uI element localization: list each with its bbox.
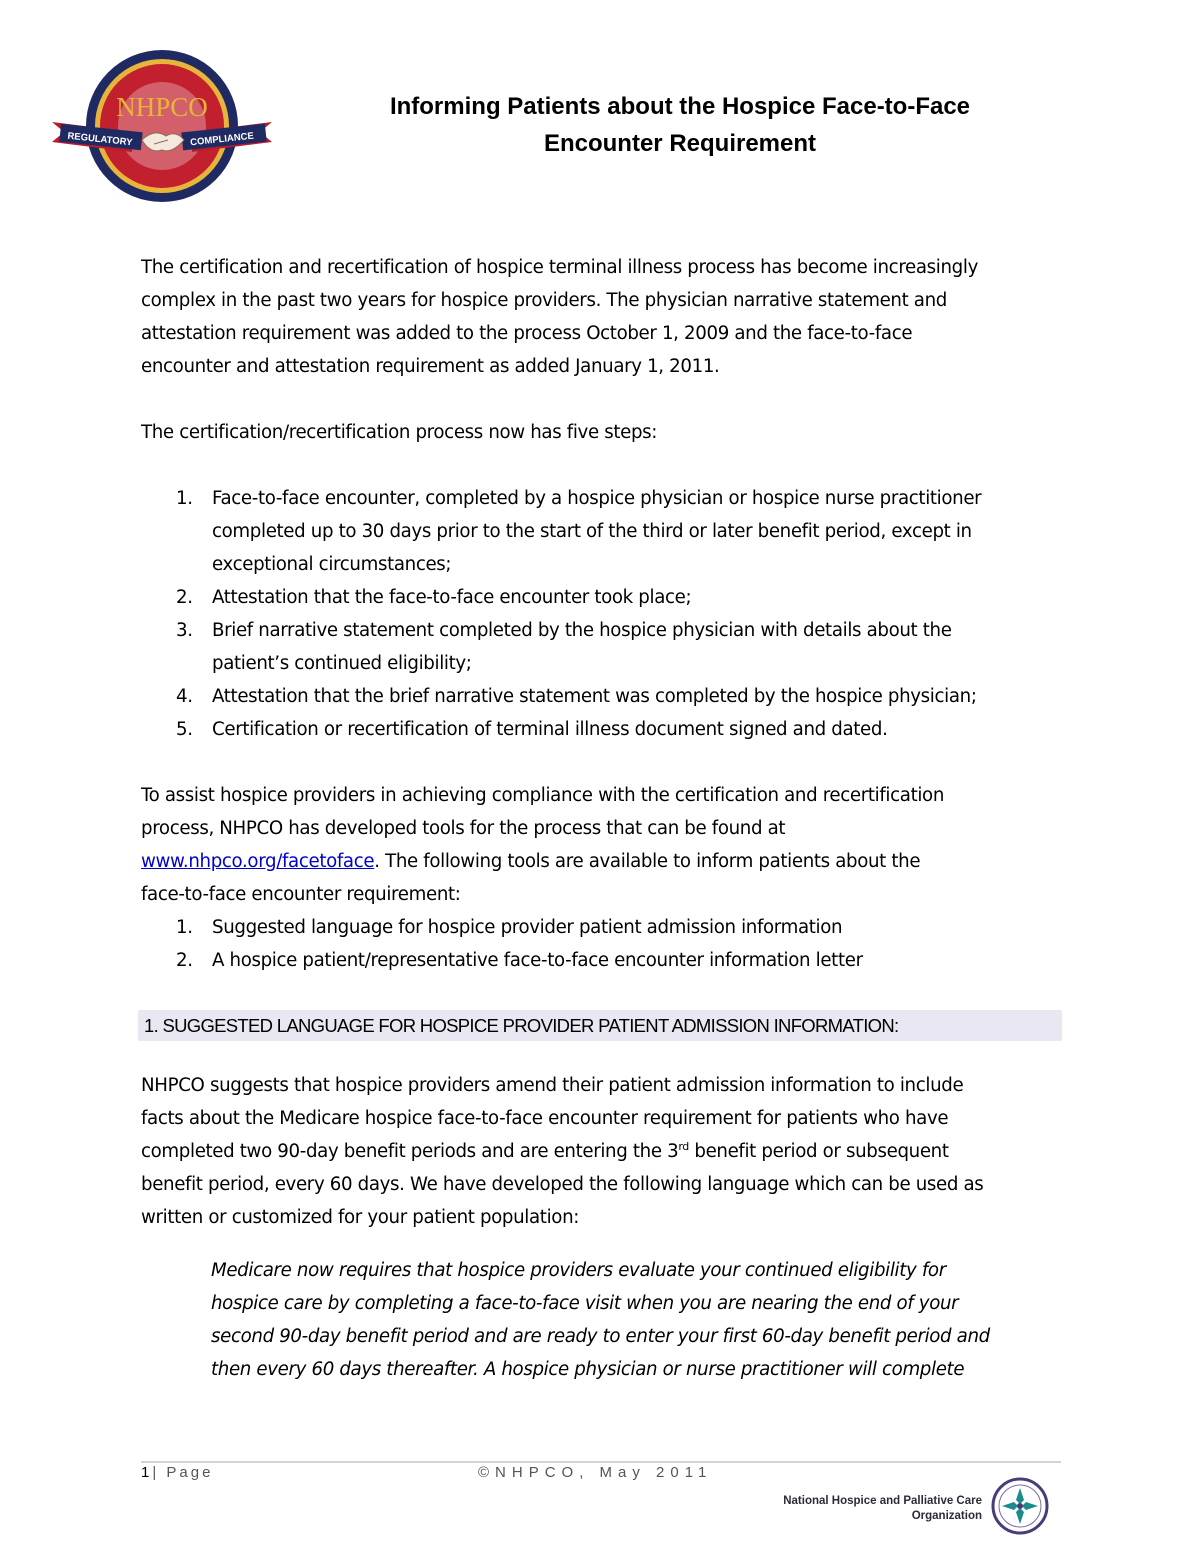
title-line-1: Informing Patients about the Hospice Face-to-Face <box>389 93 971 120</box>
step-number: 4. <box>176 686 193 707</box>
intro-line: The certification and recertification of hospice terminal illness process has become increasingly <box>141 257 978 278</box>
suggest-line: written or customized for your patient population: <box>141 1207 580 1228</box>
nhpco-organization-logo <box>990 1476 1050 1536</box>
logo-left-banner: REGULATORY <box>66 130 133 149</box>
facetoface-link[interactable]: www.nhpco.org/facetoface <box>141 851 375 872</box>
suggest-line: facts about the Medicare hospice face-to-face encounter requirement for patients who have <box>141 1108 949 1129</box>
quote-line: hospice care by completing a face-to-face visit when you are nearing the end of your <box>211 1293 959 1314</box>
intro-paragraph <box>141 251 1076 383</box>
suggested-language-quote <box>211 1254 1076 1386</box>
step-number: 2. <box>176 587 193 608</box>
assist-line: face-to-face encounter requirement: <box>141 884 461 905</box>
step-text: Brief narrative statement completed by the hospice physician with details about the <box>212 620 952 641</box>
footer-page-number <box>141 1464 213 1481</box>
assist-line: process, NHPCO has developed tools for the process that can be found at <box>141 818 786 839</box>
logo-right-banner: COMPLIANCE <box>189 130 255 149</box>
tool-item <box>141 944 1076 977</box>
footer-organization-name <box>760 1494 982 1524</box>
step-number: 5. <box>176 719 193 740</box>
logo-top-text: NHPCO <box>116 92 208 122</box>
suggest-paragraph <box>141 1069 1076 1234</box>
step-item <box>141 680 1076 713</box>
step-text: patient’s continued eligibility; <box>212 653 472 674</box>
suggest-line: completed two 90-day benefit periods and are entering the 3 <box>141 1141 679 1162</box>
tool-item <box>141 911 1076 944</box>
step-number: 1. <box>176 488 193 509</box>
assist-paragraph <box>141 779 1076 911</box>
suggest-line: NHPCO suggests that hospice providers amend their patient admission information to include <box>141 1075 964 1096</box>
step-number: 3. <box>176 620 193 641</box>
page-label: | Page <box>152 1464 214 1481</box>
nhpco-regulatory-compliance-logo <box>50 44 278 208</box>
suggest-line: benefit period, every 60 days. We have developed the following language which can be used as <box>141 1174 984 1195</box>
step-text: completed up to 30 days prior to the start of the third or later benefit period, except in <box>212 521 972 542</box>
tool-text: A hospice patient/representative face-to-face encounter information letter <box>212 950 863 971</box>
assist-line: To assist hospice providers in achieving compliance with the certification and recertification <box>141 785 945 806</box>
footer-divider <box>141 1461 1061 1463</box>
footer-copyright: ©NHPCO, May 2011 <box>478 1464 713 1481</box>
step-item <box>141 713 1076 746</box>
intro-line: encounter and attestation requirement as added January 1, 2011. <box>141 356 720 377</box>
tool-text: Suggested language for hospice provider patient admission information <box>212 917 843 938</box>
step-text: Attestation that the face-to-face encounter took place; <box>212 587 692 608</box>
tool-number: 1. <box>176 917 193 938</box>
step-item <box>141 482 1076 581</box>
step-text: Certification or recertification of terminal illness document signed and dated. <box>212 719 888 740</box>
steps-intro: The certification/recertification process now has five steps: <box>141 422 658 443</box>
step-text: Attestation that the brief narrative statement was completed by the hospice physician; <box>212 686 977 707</box>
title-line-2: Encounter Requirement <box>543 130 817 157</box>
steps-list <box>141 482 1076 746</box>
step-item <box>141 614 1076 680</box>
step-item <box>141 581 1076 614</box>
step-text: Face-to-face encounter, completed by a hospice physician or hospice nurse practitioner <box>212 488 982 509</box>
tools-list <box>141 911 1076 977</box>
intro-line: attestation requirement was added to the process October 1, 2009 and the face-to-face <box>141 323 913 344</box>
quote-line: second 90-day benefit period and are ready to enter your first 60-day benefit period and <box>211 1326 990 1347</box>
tool-number: 2. <box>176 950 193 971</box>
assist-line: . The following tools are available to inform patients about the <box>374 851 921 872</box>
quote-line: then every 60 days thereafter. A hospice physician or nurse practitioner will complete <box>211 1359 965 1380</box>
step-text: exceptional circumstances; <box>212 554 452 575</box>
suggest-line: benefit period or subsequent <box>688 1141 949 1162</box>
section-1-heading: 1. SUGGESTED LANGUAGE FOR HOSPICE PROVIDER PATIENT ADMISSION INFORMATION: <box>138 1010 1062 1041</box>
page-number: 1 <box>141 1464 153 1481</box>
org-line: National Hospice and Palliative Care <box>783 1495 982 1507</box>
org-line: Organization <box>911 1510 982 1522</box>
page-title <box>300 88 1060 162</box>
ordinal-superscript: rd <box>678 1139 689 1153</box>
intro-line: complex in the past two years for hospice providers. The physician narrative statement and <box>141 290 947 311</box>
quote-line: Medicare now requires that hospice providers evaluate your continued eligibility for <box>211 1260 946 1281</box>
